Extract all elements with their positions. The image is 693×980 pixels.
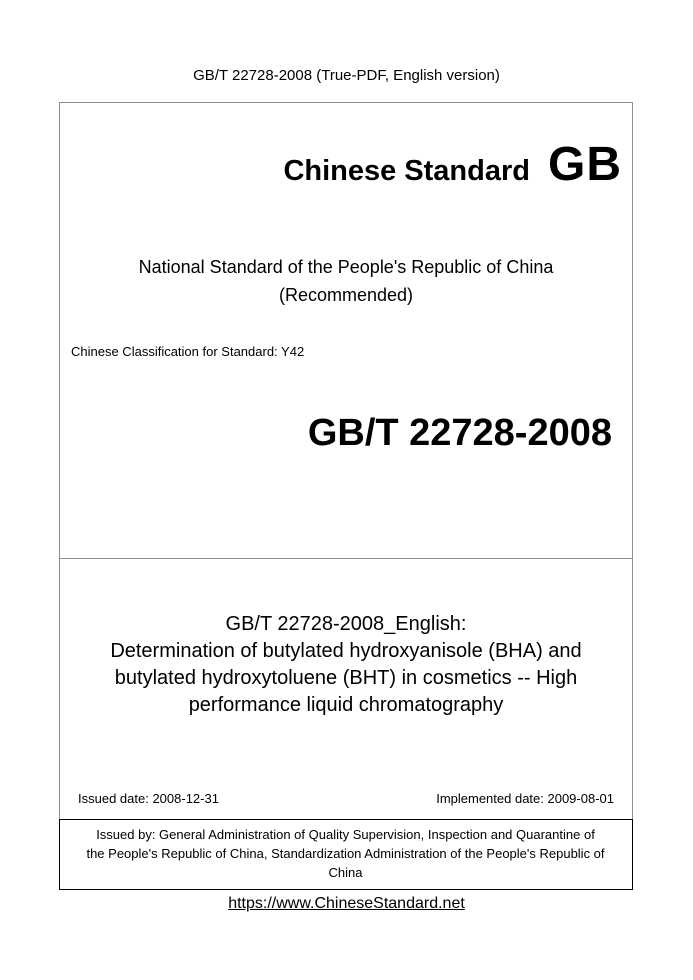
- cover-top-panel: [59, 102, 633, 559]
- website-link[interactable]: https://www.ChineseStandard.net: [228, 895, 465, 912]
- issuer-text: [60, 825, 631, 882]
- issuer-panel: [59, 819, 633, 890]
- gb-mark: GB: [548, 138, 622, 191]
- national-standard-caption: [60, 253, 632, 309]
- issuer-line: the People's Republic of China, Standardization Administration of the People's Republic of: [86, 846, 605, 861]
- issued-date: Issued date: 2008-12-31: [78, 791, 219, 806]
- title-line: butylated hydroxytoluene (BHT) in cosmetics -- High: [114, 667, 578, 689]
- standard-number: GB/T 22728-2008: [307, 412, 612, 454]
- title-line: GB/T 22728-2008_English:: [225, 613, 467, 635]
- cover-title-panel: [59, 558, 633, 820]
- implemented-date: Implemented date: 2009-08-01: [436, 791, 614, 806]
- national-standard-line: National Standard of the People's Republic of China: [138, 257, 554, 277]
- title-line: performance liquid chromatography: [188, 694, 504, 716]
- issuer-line: Issued by: General Administration of Quality Supervision, Inspection and Quarantine of: [96, 827, 595, 842]
- classification-text: Chinese Classification for Standard: Y42: [71, 344, 305, 359]
- title-line: Determination of butylated hydroxyanisole (BHA) and: [110, 640, 582, 662]
- standard-title: [60, 611, 632, 719]
- recommended-line: (Recommended): [278, 285, 414, 305]
- chinese-standard-heading: Chinese Standard: [283, 155, 530, 187]
- issuer-line: China: [328, 865, 363, 880]
- document-header-title: GB/T 22728-2008 (True-PDF, English version): [193, 67, 500, 84]
